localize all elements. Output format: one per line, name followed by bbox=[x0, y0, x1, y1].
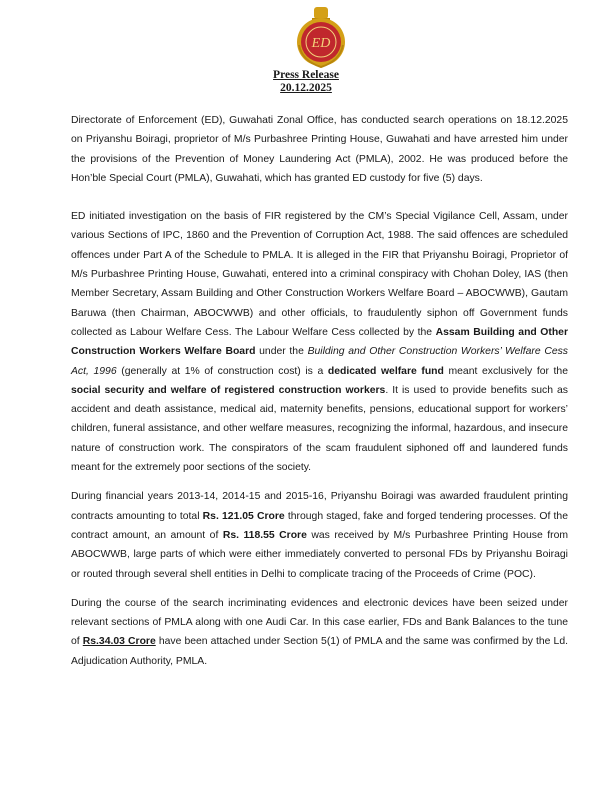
press-release-date: 20.12.2025 bbox=[280, 82, 332, 94]
act-name: Building and Other Construction Workers’ Welfare Cess Act, 1996 bbox=[71, 346, 568, 377]
contract-amount: Rs. 121.05 Crore bbox=[202, 510, 285, 522]
paragraph-1: Directorate of Enforcement (ED), Guwahati Zonal Office, has conducted search operations on 18.12.2025 on Priyanshu Boiragi, proprietor of M/s Purbashree Printing House, Guwahati and have arrested him under the provisions of the Prevention of Money Laundering Act (PMLA), 2002. He was produced before the Hon’ble Special Court (PMLA), Guwahati, which has granted ED custody for five (5) days. bbox=[71, 115, 568, 184]
press-release-title: Press Release bbox=[273, 69, 339, 81]
paragraph-2: ED initiated investigation on the basis of FIR registered by the CM’s Special Vigilance Cell, Assam, under various Sections of IPC, 1860 and the Prevention of Corruption Act, 1988. The said offences are scheduled offences under Part A of the Schedule to PMLA. It is alleged in the FIR that Priyanshu Boiragi, Proprietor of M/s Purbashree Printing House, Guwahati, entered into a criminal conspiracy with Chohan Doley, IAS (then Member Secretary, Assam Building and Other Construction Workers Welfare Board – ABOCWWB), Gautam Baruwa (then Chairman, ABOCWWB) and other officials, to fraudulently siphon off Government funds collected as Labour Welfare Cess. The Labour Welfare Cess collected by the Assam Building and Other Construction Workers Welfare Board under the Building and Other Construction Workers’ Welfare Cess Act, 1996 (generally at 1% of construction cost) is a dedicated welfare fund meant exclusively for the social security and welfare of registered construction workers. It is used to provide benefits such as accident and death assistance, medical aid, maternity benefits, pensions, educational support for workers’ children, funeral assistance, and other welfare measures, recognizing the informal, hazardous, and insecure nature of construction work. The conspirators of the scam fraudulent siphoned off and laundered funds meant for the extremely poor sections of the society. bbox=[71, 211, 569, 474]
paragraph-4: During the course of the search incriminating evidences and electronic devices have been seized under relevant sections of PMLA along with one Audi Car. In this case earlier, FDs and Bank Balances to the tune of Rs.34.03 Crore have been attached under Section 5(1) of PMLA and the same was confirmed by the Ld. Adjudication Authority, PMLA. bbox=[71, 597, 568, 667]
security-welfare: social security and welfare of registered construction workers bbox=[71, 384, 386, 396]
board-name: Assam Building and Other Construction Workers Welfare Board bbox=[71, 326, 569, 358]
emblem-text: ED bbox=[311, 36, 331, 51]
paragraph-3: During financial years 2013-14, 2014-15 and 2015-16, Priyanshu Boiragi was awarded fraudulent printing contracts amounting to total Rs. 121.05 Crore through staged, fake and forged tendering processes. Of the contract amount, an amount of Rs. 118.55 Crore was received by M/s Purbashree Printing House from ABOCWWB, large parts of which were either immediately converted to personal FDs by Priyanshu Boiragi or routed through several shell entities in Delhi to complicate tracing of the Proceeds of Crime (POC). bbox=[71, 491, 568, 580]
document-body bbox=[71, 111, 568, 671]
attached-amount: Rs.34.03 Crore bbox=[82, 636, 156, 648]
dedicated-fund: dedicated welfare fund bbox=[327, 365, 444, 377]
ed-emblem bbox=[290, 5, 352, 71]
received-amount: Rs. 118.55 Crore bbox=[222, 529, 307, 541]
